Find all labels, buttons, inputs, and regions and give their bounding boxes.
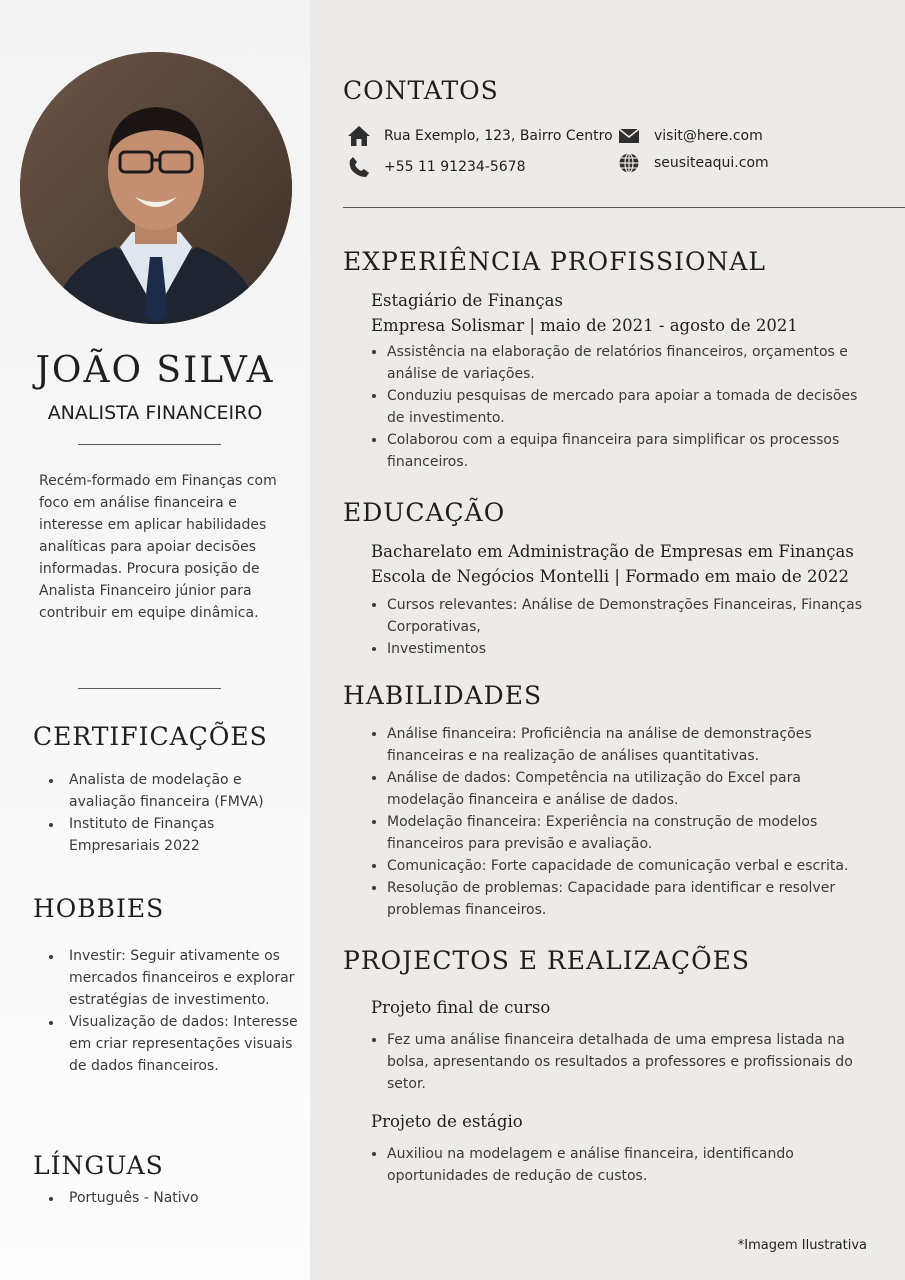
list-item: • Investimentos <box>387 638 879 660</box>
contact-address <box>346 125 613 147</box>
profile-summary: Recém-formado em Finanças com foco em análise financeira e interesse em aplicar habilidades analíticas para apoiar decisões informadas. Procura posição de Analista Financeiro júnior para contribuir em equipe dinâmica. <box>39 473 277 621</box>
languages-heading: LÍNGUAS <box>33 1151 164 1180</box>
project-list <box>363 1029 879 1095</box>
contact-phone <box>346 156 525 178</box>
skills-list <box>363 723 879 921</box>
divider <box>78 444 221 445</box>
candidate-role: ANALISTA FINANCEIRO <box>47 402 263 424</box>
divider <box>78 688 221 689</box>
globe-icon <box>616 152 642 174</box>
profile-photo <box>20 52 292 324</box>
projects-heading: PROJECTOS E REALIZAÇÕES <box>343 946 751 975</box>
list-item: • Visualização de dados: Interesse em criar representações visuais de dados financeiros. <box>63 1011 313 1077</box>
education-school: Escola de Negócios Montelli | Formado em maio de 2022 <box>371 567 849 586</box>
contact-email <box>616 125 763 147</box>
languages-list <box>39 1187 303 1209</box>
list-item: • Fez uma análise financeira detalhada de uma empresa listada na bolsa, apresentando os resultados a professores e profissionais do setor. <box>387 1029 879 1095</box>
experience-list <box>363 341 879 473</box>
list-item: • Comunicação: Forte capacidade de comunicação verbal e escrita. <box>387 855 879 877</box>
list-item: • Analista de modelação e avaliação financeira (FMVA) <box>63 769 303 813</box>
footer-note: *Imagem Ilustrativa <box>737 1238 867 1253</box>
project-list <box>363 1143 879 1187</box>
home-icon <box>346 125 372 147</box>
experience-heading: EXPERIÊNCIA PROFISSIONAL <box>343 247 767 276</box>
phone-icon <box>346 156 372 178</box>
experience-company: Empresa Solismar | maio de 2021 - agosto de 2021 <box>371 316 798 335</box>
list-item: • Assistência na elaboração de relatórios financeiros, orçamentos e análise de variações. <box>387 341 879 385</box>
list-item: • Conduziu pesquisas de mercado para apoiar a tomada de decisões de investimento. <box>387 385 879 429</box>
address-text: Rua Exemplo, 123, Bairro Centro <box>384 128 613 144</box>
phone-text: +55 11 91234-5678 <box>384 159 526 175</box>
list-item: • Colaborou com a equipa financeira para simplificar os processos financeiros. <box>387 429 879 473</box>
list-item: • Análise financeira: Proficiência na análise de demonstrações financeiras e na realização de análises quantitativas. <box>387 723 879 767</box>
list-item: • Cursos relevantes: Análise de Demonstrações Financeiras, Finanças Corporativas, <box>387 594 879 638</box>
email-text: visit@here.com <box>654 128 763 144</box>
contacts-divider <box>343 207 905 208</box>
contacts-heading: CONTATOS <box>343 76 499 105</box>
project-title: Projeto de estágio <box>371 1112 523 1131</box>
skills-heading: HABILIDADES <box>343 681 543 710</box>
certifications-heading: CERTIFICAÇÕES <box>33 722 268 751</box>
list-item: • Português - Nativo <box>63 1187 303 1209</box>
list-item: • Auxiliou na modelagem e análise financeira, identificando oportunidades de redução de custos. <box>387 1143 879 1187</box>
list-item: • Análise de dados: Competência na utilização do Excel para modelação financeira e análise de dados. <box>387 767 879 811</box>
education-list <box>363 594 879 660</box>
experience-position: Estagiário de Finanças <box>371 291 563 310</box>
education-heading: EDUCAÇÃO <box>343 498 506 527</box>
list-item: • Investir: Seguir ativamente os mercados financeiros e explorar estratégias de investimento. <box>63 945 313 1011</box>
education-degree: Bacharelato em Administração de Empresas em Finanças <box>371 542 854 561</box>
candidate-name: JOÃO SILVA <box>35 350 275 391</box>
certifications-list <box>39 769 303 857</box>
contact-website <box>616 152 769 174</box>
website-text: seusiteaqui.com <box>654 155 769 171</box>
project-title: Projeto final de curso <box>371 998 551 1017</box>
mail-icon <box>616 125 642 147</box>
hobbies-list <box>39 945 313 1077</box>
list-item: • Instituto de Finanças Empresariais 2022 <box>63 813 303 857</box>
hobbies-heading: HOBBIES <box>33 894 165 923</box>
list-item: • Modelação financeira: Experiência na construção de modelos financeiros para previsão e avaliação. <box>387 811 879 855</box>
list-item: • Resolução de problemas: Capacidade para identificar e resolver problemas financeiros. <box>387 877 879 921</box>
